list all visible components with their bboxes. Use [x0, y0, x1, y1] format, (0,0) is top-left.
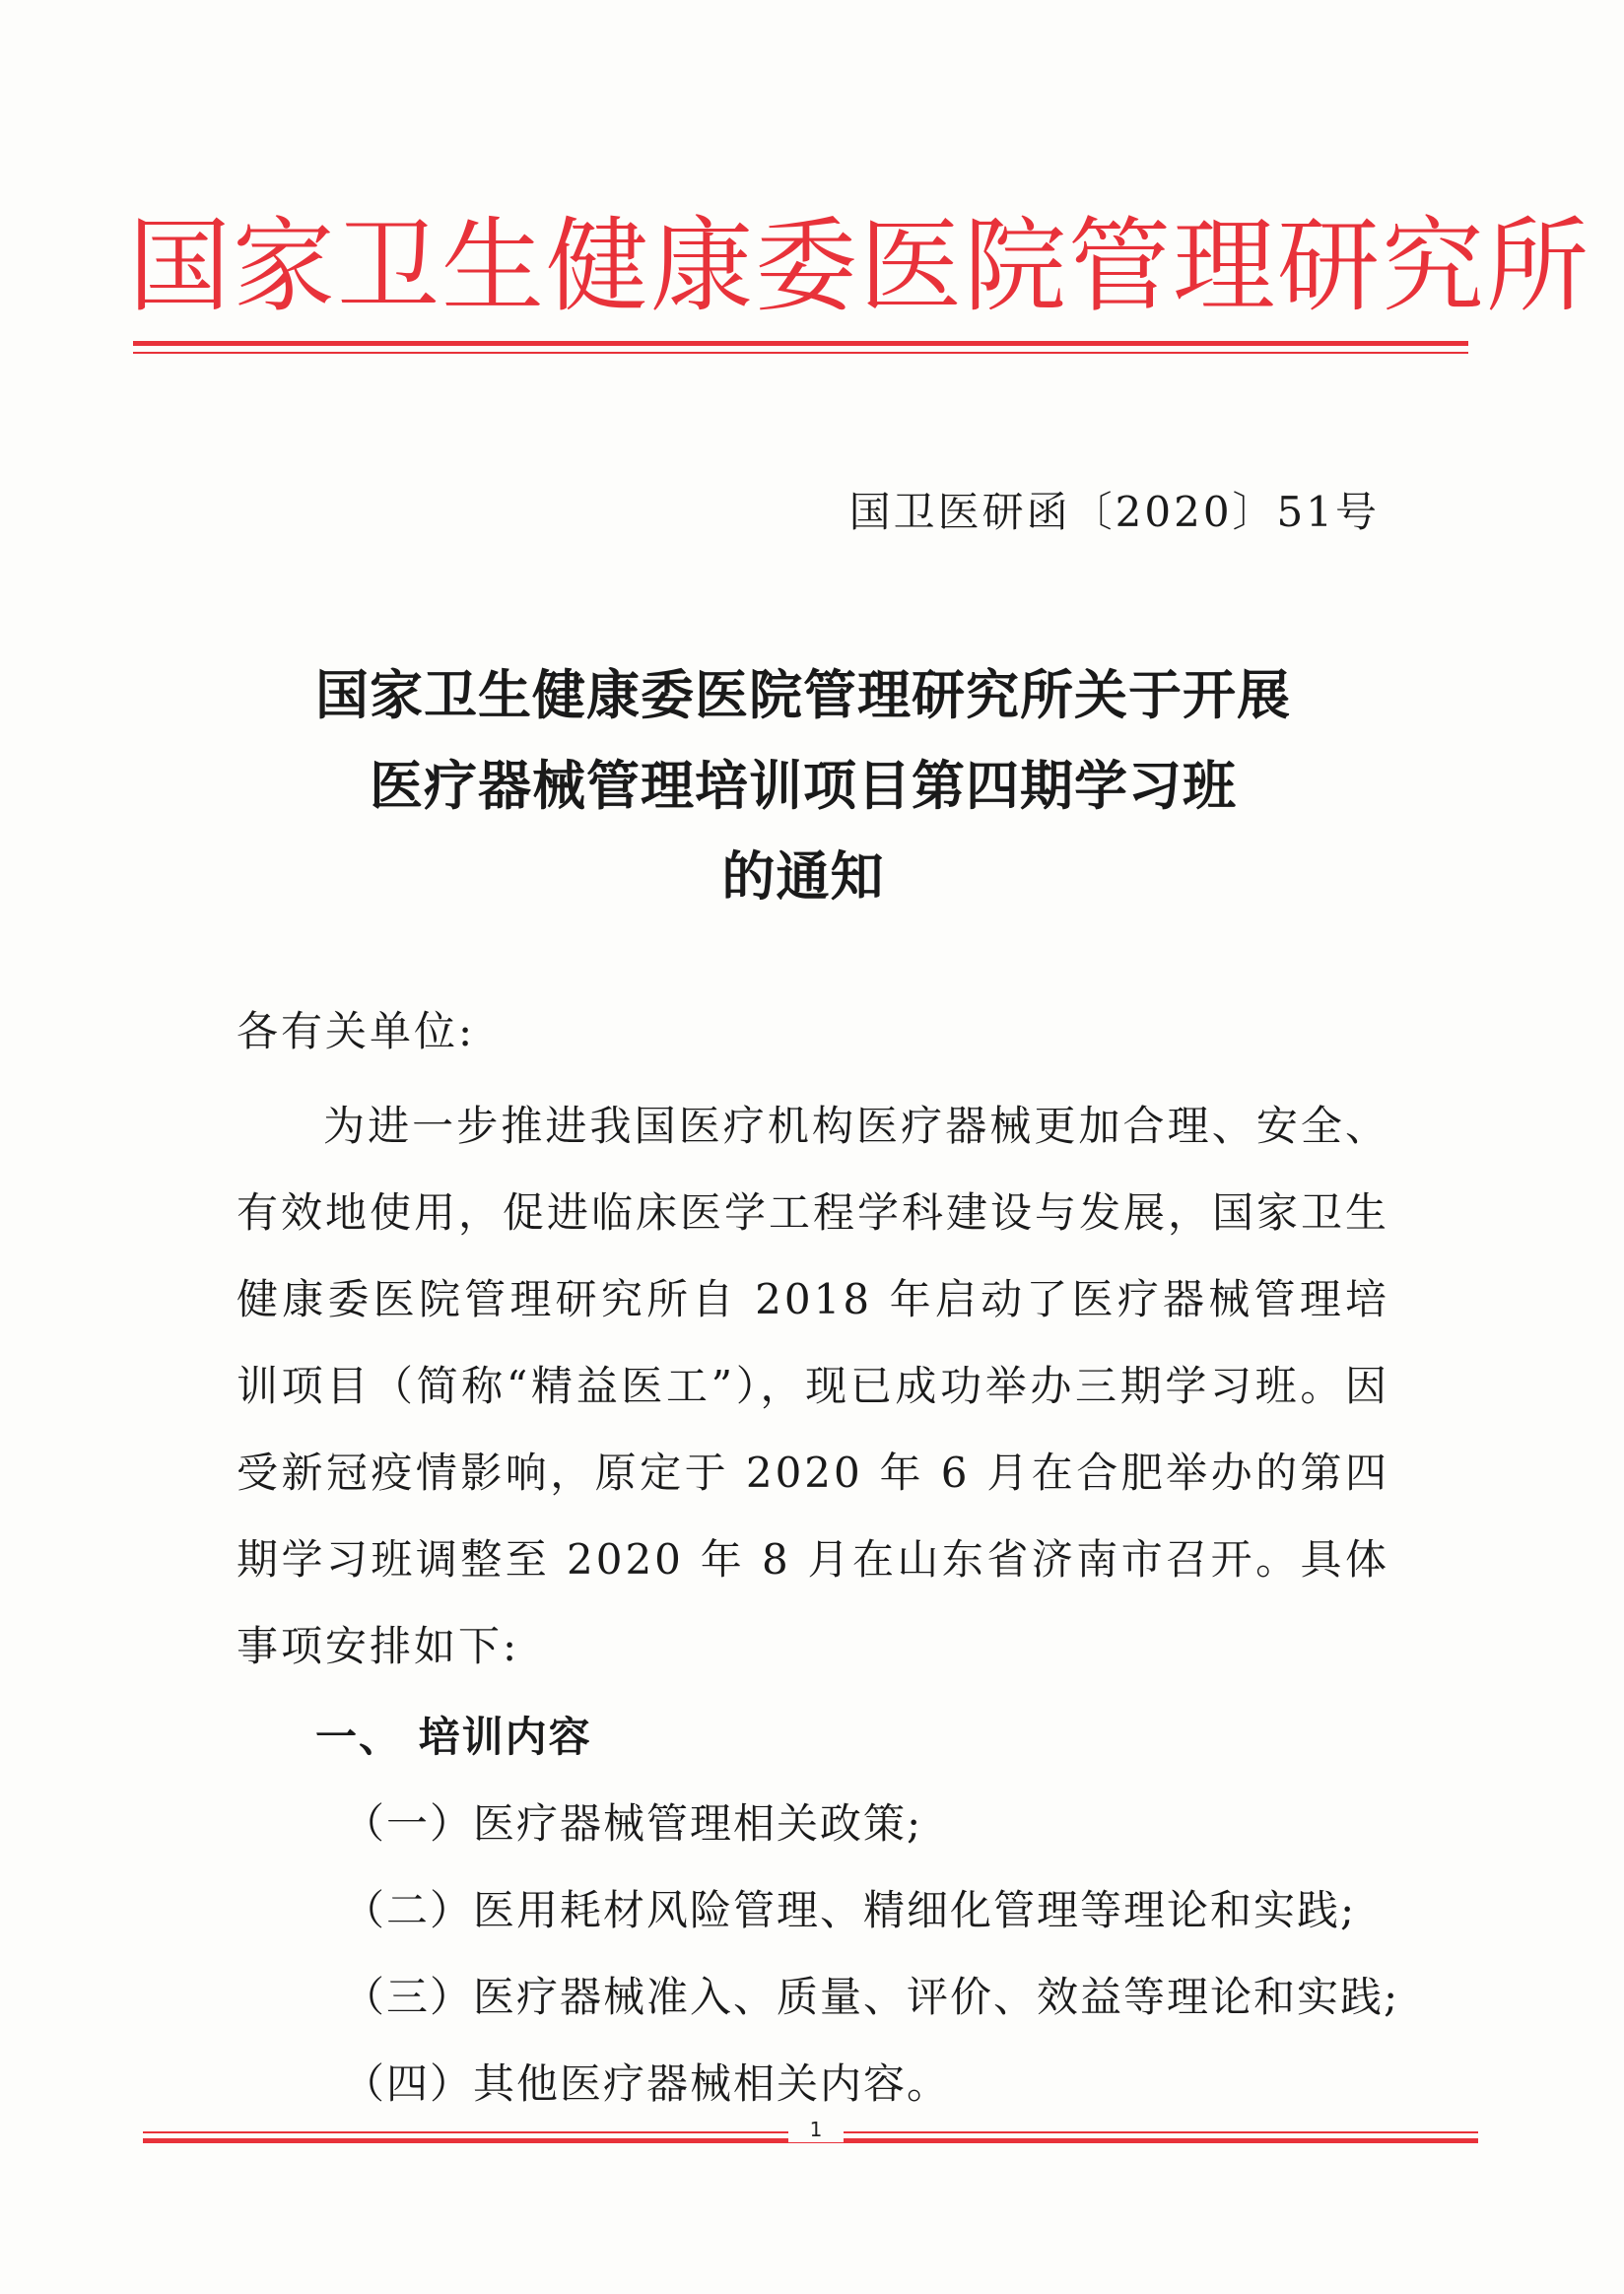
masthead-title: 国家卫生健康委医院管理研究所: [128, 206, 1591, 326]
list-item: （二）医用耗材风险管理、精细化管理等理论和实践;: [343, 1886, 1357, 1934]
list-item: （四）其他医疗器械相关内容。: [343, 2059, 951, 2108]
notice-body: [237, 1000, 1400, 2127]
masthead-rule-thick: [133, 341, 1468, 346]
list-item: （一）医疗器械管理相关政策;: [343, 1799, 923, 1848]
section-heading-training-content: 一、 培训内容: [315, 1713, 592, 1761]
salutation: 各有关单位:: [237, 1007, 476, 1055]
masthead-rule-thin: [133, 352, 1468, 354]
intro-paragraph: 为进一步推进我国医疗机构医疗器械更加合理、安全、有效地使用，促进临床医学工程学科建设与发展，国家卫生健康委医院管理研究所自 2018 年启动了医疗器械管理培训项目（简称“精益医工”），现已成功举办三期学习班。因受新冠疫情影响，原定于 2020 年 6 月在合肥举办的第四期学习班调整至 2020 年 8 月在山东省济南市召开。具体事项安排如下:: [237, 1102, 1390, 1670]
notice-title: [128, 650, 1478, 922]
title-line-3: 的通知: [721, 845, 885, 908]
title-line-1: 国家卫生健康委医院管理研究所关于开展: [315, 664, 1291, 726]
list-item: （三）医疗器械准入、质量、评价、效益等理论和实践;: [343, 1973, 1400, 2021]
document-number: 国卫医研函〔2020〕51号: [848, 488, 1380, 536]
title-line-2: 医疗器械管理培训项目第四期学习班: [370, 755, 1237, 817]
page-number: 1: [788, 2117, 844, 2142]
